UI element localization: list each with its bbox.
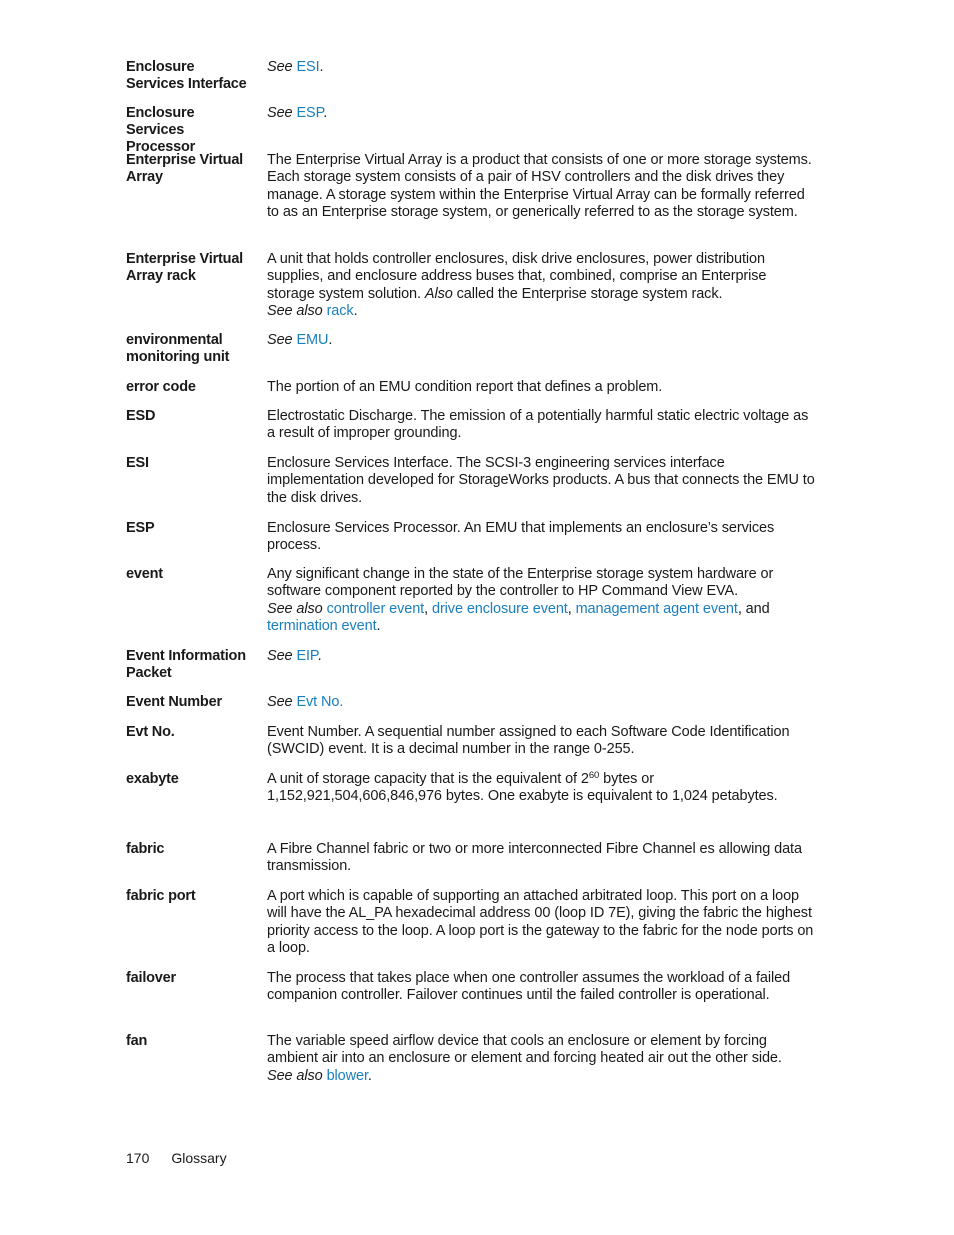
- definition-text: The portion of an EMU condition report that defines a problem.: [267, 379, 663, 395]
- definition-text: ,: [424, 600, 432, 617]
- definition-text: Enclosure Services Processor. An EMU that implements an enclosure’s services process.: [267, 520, 775, 554]
- definition-text: .: [367, 1067, 372, 1084]
- definition-text: .: [323, 105, 328, 121]
- glossary-definition: [267, 648, 815, 665]
- cross-reference-link[interactable]: termination event: [267, 618, 377, 635]
- definition-text: The process that takes place when one controller assumes the workload of a failed companion controller. Failover continues until the failed controller is operational.: [267, 970, 791, 1004]
- glossary-term: fabric: [126, 841, 165, 857]
- definition-text: .: [353, 303, 358, 320]
- glossary-term: Enclosure Services Processor: [126, 105, 196, 155]
- definition-text: The variable speed airflow device that cools an enclosure or element by forcing ambient air into an enclosure or element and forcing heated air out the other side.: [267, 1033, 782, 1067]
- glossary-term: environmental monitoring unit: [126, 332, 230, 365]
- glossary-term: failover: [126, 970, 176, 986]
- glossary-term: Evt No.: [126, 724, 175, 740]
- glossary-term: exabyte: [126, 771, 179, 787]
- glossary-definition: [267, 1033, 815, 1085]
- glossary-definition: [267, 59, 815, 76]
- see-label: See also: [267, 1067, 323, 1084]
- glossary-term: fabric port: [126, 888, 196, 904]
- see-label: See: [267, 332, 293, 348]
- cross-reference-link[interactable]: Evt No.: [296, 694, 344, 710]
- glossary-term: event: [126, 566, 163, 582]
- definition-text: .: [376, 618, 381, 635]
- glossary-term: Enterprise Virtual Array rack: [126, 251, 244, 284]
- glossary-definition: [267, 455, 815, 507]
- exponent: 60: [588, 770, 600, 781]
- definition-text: .: [317, 648, 322, 664]
- definition-text: Enclosure Services Interface. The SCSI-3 engineering services interface implementation developed for StorageWorks products. A bus that connects the EMU to the disk drives.: [267, 455, 815, 506]
- definition-text: A unit of storage capacity that is the equivalent of 2: [267, 771, 589, 787]
- definition-text: The Enterprise Virtual Array is a product that consists of one or more storage systems. Each storage system consists of a pair of HSV controllers and the disk drives they manage. A storage system within the Enterprise Virtual Array can be formally referred to as an Enterprise storage system, or generically referred to as the storage system.: [267, 152, 812, 221]
- glossary-definition: [267, 841, 815, 876]
- cross-reference-link[interactable]: ESI: [296, 59, 320, 75]
- page-number: 170: [126, 1150, 150, 1166]
- see-label: See: [267, 105, 293, 121]
- glossary-definition: [267, 379, 815, 396]
- glossary-term: error code: [126, 379, 196, 395]
- definition-text: A port which is capable of supporting an attached arbitrated loop. This port on a loop will have the AL_PA hexadecimal address 00 (loop ID 7E), giving the fabric the highest priority access to the loop. A loop port is the gateway to the fabric for the node ports on a loop.: [267, 888, 814, 957]
- glossary-term: ESD: [126, 408, 156, 424]
- see-label: See: [267, 648, 293, 664]
- definition-text: bytes or 1,152,921,504,606,846,976 bytes. One exabyte is equivalent to 1,024 petabytes.: [267, 771, 778, 805]
- definition-text: Any significant change in the state of the Enterprise storage system hardware or software component reported by the controller to HP Command View EVA.: [267, 566, 774, 600]
- see-label: See: [267, 59, 293, 75]
- see-label: See also: [267, 600, 323, 617]
- glossary-definition: [267, 771, 815, 806]
- glossary-term: fan: [126, 1033, 148, 1049]
- glossary-definition: [267, 408, 815, 443]
- cross-reference-link[interactable]: blower: [326, 1067, 368, 1084]
- see-label: See also: [267, 303, 323, 320]
- definition-text: A unit that holds controller enclosures, disk drive enclosures, power distribution supplies, and enclosure address buses that, combined, comprise an Enterprise storage system solution.: [267, 251, 767, 302]
- definition-text: A Fibre Channel fabric or two or more interconnected Fibre Channel es allowing data transmission.: [267, 841, 802, 875]
- glossary-definition: [267, 888, 815, 958]
- cross-reference-link[interactable]: drive enclosure event: [431, 600, 568, 617]
- glossary-definition: [267, 970, 815, 1005]
- cross-reference-link[interactable]: controller event: [326, 600, 425, 617]
- glossary-definition: [267, 724, 815, 759]
- glossary-definition: [267, 251, 815, 321]
- cross-reference-link[interactable]: ESP: [296, 105, 324, 121]
- cross-reference-link[interactable]: rack: [326, 303, 354, 320]
- glossary-definition: [267, 694, 815, 711]
- glossary-definition: [267, 152, 815, 222]
- page-footer: [126, 1150, 249, 1167]
- definition-text: Electrostatic Discharge. The emission of a potentially harmful static electric voltage as a result of improper grounding.: [267, 408, 809, 442]
- glossary-term: ESI: [126, 455, 149, 471]
- see-label: Also: [424, 285, 453, 302]
- glossary-definition: [267, 332, 815, 349]
- glossary-term: Enclosure Services Interface: [126, 59, 247, 92]
- see-label: See: [267, 694, 293, 710]
- glossary-term: Enterprise Virtual Array: [126, 152, 244, 185]
- cross-reference-link[interactable]: EMU: [296, 332, 329, 348]
- glossary-term: ESP: [126, 520, 155, 536]
- glossary-definition: [267, 566, 815, 636]
- glossary-definition: [267, 520, 815, 555]
- definition-text: Event Number. A sequential number assigned to each Software Code Identification (SWCID) event. It is a decimal number in the range 0-255.: [267, 724, 790, 758]
- glossary-term: Event Information Packet: [126, 648, 246, 681]
- definition-text: ,: [567, 600, 576, 617]
- glossary-definition: [267, 105, 815, 122]
- definition-text: called the Enterprise storage system rack.: [452, 285, 723, 302]
- cross-reference-link[interactable]: management agent event: [575, 600, 738, 617]
- definition-text: , and: [737, 600, 770, 617]
- glossary-term: Event Number: [126, 694, 222, 710]
- definition-text: .: [319, 59, 324, 75]
- cross-reference-link[interactable]: EIP: [296, 648, 318, 664]
- definition-text: .: [328, 332, 333, 348]
- footer-section: Glossary: [171, 1150, 227, 1166]
